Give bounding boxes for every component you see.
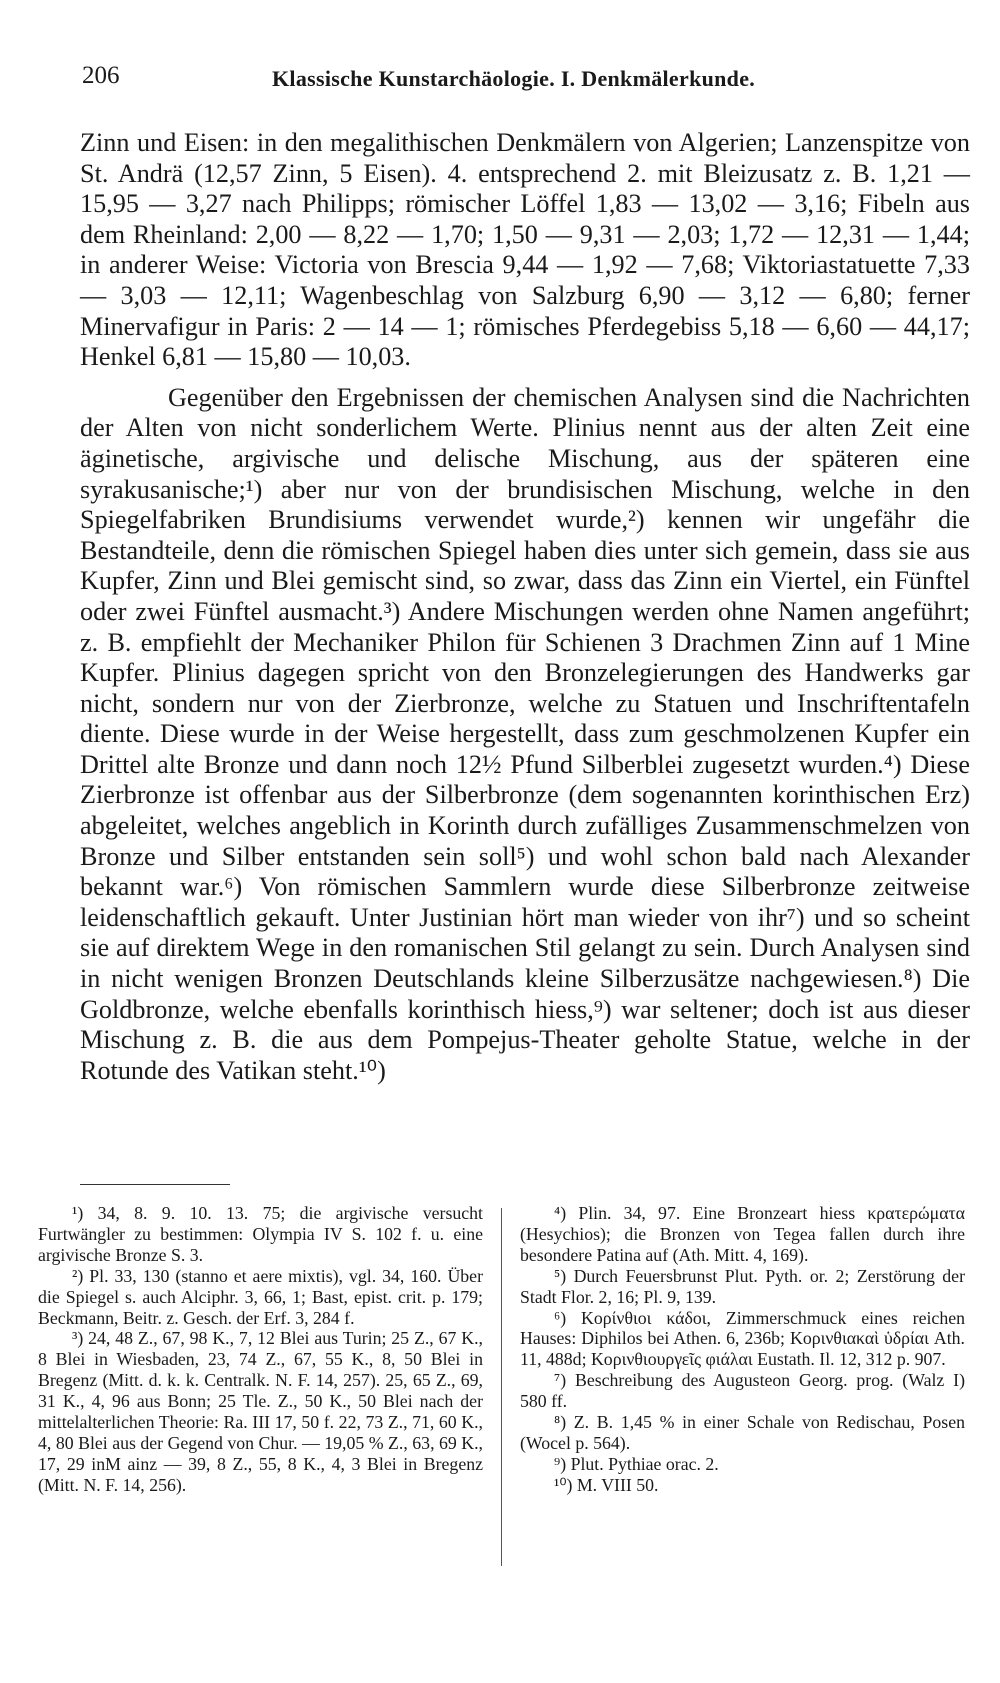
footnote-8: ⁸) Z. B. 1,45 % in einer Schale von Redischau, Posen (Wocel p. 564). <box>520 1412 965 1453</box>
running-title: Klassische Kunstarchäologie. I. Denkmälerkunde. <box>272 66 756 91</box>
paragraph-continued: Zinn und Eisen: in den megalithischen Denkmälern von Algerien; Lanzenspitze von St. Andrä (12,57 Zinn, 5 Eisen). 4. entsprechend 2. mit Bleizusatz z. B. 1,21 — 15,95 — 3,27 nach Philipps; römischer Löffel 1,83 — 13,02 — 3,16; Fibeln aus dem Rheinland: 2,00 — 8,22 — 1,70; 1,50 — 9,31 — 2,03; 1,72 — 12,31 — 1,44; in anderer Weise: Victoria von Brescia 9,44 — 1,92 — 7,68; Viktoriastatuette 7,33 — 3,03 — 12,11; Wagenbeschlag von Salzburg 6,90 — 3,12 — 6,80; ferner Minervafigur in Paris: 2 — 14 — 1; römisches Pferdegebiss 5,18 — 6,60 — 44,17; Henkel 6,81 — 15,80 — 10,03. <box>80 128 970 372</box>
footnote-9: ⁹) Plut. Pythiae orac. 2. <box>554 1453 719 1474</box>
footnotes-left-column <box>38 1203 483 1496</box>
footnote-3: ³) 24, 48 Z., 67, 98 K., 7, 12 Blei aus Turin; 25 Z., 67 K., 8 Blei in Wiesbaden, 23, 74 Z., 67, 55 K., 8, 50 Blei in Bregenz (Mitt. d. k. k. Centralk. N. F. 14, 257). 25, 65 Z., 69, 31 K., 4, 96 aus Bonn; 25 Tle. Z., 50 K., 50 Blei nach der mittelalterlichen Theorie: Ra. III 17, 50 f. 22, 73 Z., 71, 60 K., 4, 80 Blei aus der Gegend von Chur. — 19,05 % Z., 63, 69 K., 17, 29 inM ainz — 39, 8 Z., 55, 8 K., 4, 3 Blei in Bregenz (Mitt. N. F. 14, 256). <box>38 1328 483 1495</box>
footnote-6: ⁶) Κορίνθιοι κάδοι, Zimmerschmuck eines reichen Hauses: Diphilos bei Athen. 6, 236b; Κορινθιακαὶ ὑδρίαι Ath. 11, 488d; Κορινθιουργεῖς φιάλαι Eustath. Il. 12, 312 p. 907. <box>520 1307 965 1370</box>
footnote-4: ⁴) Plin. 34, 97. Eine Bronzeart hiess κρατερώματα (Hesychios); die Bronzen von Tegea fallen durch ihre besondere Patina auf (Ath. Mitt. 4, 169). <box>520 1203 965 1265</box>
footnote-1: ¹) 34, 8. 9. 10. 13. 75; die argivische versucht Furtwängler zu bestimmen: Olympia IV S. 102 f. u. eine argivische Bronze S. 3. <box>38 1203 483 1265</box>
footnote-7: ⁷) Beschreibung des Augusteon Georg. prog. (Walz I) 580 ff. <box>520 1370 965 1412</box>
main-text <box>80 128 970 1086</box>
footnote-5: ⁵) Durch Feuersbrunst Plut. Pyth. or. 2; Zerstörung der Stadt Flor. 2, 16; Pl. 9, 139. <box>520 1265 965 1307</box>
footnotes-right-column <box>520 1203 965 1496</box>
page-number: 206 <box>82 62 120 89</box>
footnote-10: ¹⁰) M. VIII 50. <box>554 1474 659 1495</box>
page-header <box>82 62 922 102</box>
footnote-2: ²) Pl. 33, 130 (stanno et aere mixtis), vgl. 34, 160. Über die Spiegel s. auch Alciphr. 3, 66, 1; Bast, epist. crit. p. 179; Beckmann, Beitr. z. Gesch. der Erf. 3, 284 f. <box>38 1265 483 1328</box>
footnote-column-divider <box>501 1208 502 1566</box>
paragraph-bronze-mixtures: Gegenüber den Ergebnissen der chemischen Analysen sind die Nachrichten der Alten von nicht sonderlichem Werte. Plinius nennt aus der alten Zeit eine äginetische, argivische und delische Mischung, aus der späteren eine syrakusanische;¹) aber nur von der brundisischen Mischung, welche in den Spiegelfabriken Brundisiums verwendet wurde,²) kennen wir ungefähr die Bestandteile, denn die römischen Spiegel haben dies unter sich gemein, dass sie aus Kupfer, Zinn und Blei gemischt sind, so zwar, dass das Zinn ein Viertel, ein Fünftel oder zwei Fünftel ausmacht.³) Andere Mischungen werden ohne Namen angeführt; z. B. empfiehlt der Mechaniker Philon für Schienen 3 Drachmen Zinn auf 1 Mine Kupfer. Plinius dagegen spricht von den Bronzelegierungen des Handwerks gar nicht, sondern nur von der Zierbronze, welche zu Statuen und Inschriftentafeln diente. Diese wurde in der Weise hergestellt, dass zum geschmolzenen Kupfer ein Drittel alte Bronze und dann noch 12½ Pfund Silberblei zugesetzt wurden.⁴) Diese Zierbronze ist offenbar aus der Silberbronze (dem sogenannten korinthischen Erz) abgeleitet, welches angeblich in Korinth durch zufälliges Zusammenschmelzen von Bronze und Silber entstanden sein soll⁵) und wohl schon bald nach Alexander bekannt war.⁶) Von römischen Sammlern wurde diese Silberbronze zeitweise leidenschaftlich gekauft. Unter Justinian hört man wieder von ihr⁷) und so scheint sie auf direktem Wege in den romanischen Stil gelangt zu sein. Durch Analysen sind in nicht wenigen Bronzen Deutschlands kleine Silberzusätze nachgewiesen.⁸) Die Goldbronze, welche ebenfalls korinthisch hiess,⁹) war seltener; doch ist aus dieser Mischung z. B. die aus dem Pompejus-Theater geholte Statue, welche in der Rotunde des Vatikan steht.¹⁰) <box>80 382 970 1085</box>
footnote-separator <box>80 1184 230 1185</box>
